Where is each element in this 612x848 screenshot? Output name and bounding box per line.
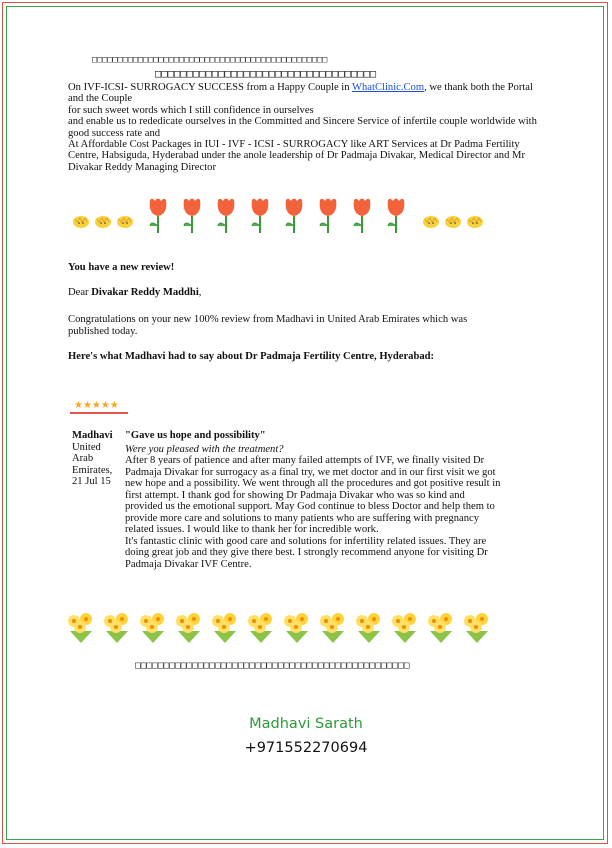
flower-bouquet-icon <box>388 609 422 645</box>
flower-bouquet-icon <box>208 609 242 645</box>
intro-line1-suffix: , we thank both the Portal and the Couple <box>68 82 533 105</box>
reviewer-name: Madhavi <box>72 430 113 441</box>
chick-icon <box>72 214 90 228</box>
heres-what-heading: Here's what Madhavi had to say about Dr Padmaja Fertility Centre, Hyderabad: <box>68 351 435 362</box>
greeting-prefix: Dear <box>68 287 92 298</box>
chick-icon <box>422 214 440 228</box>
reviewer-location-3: Emirates, <box>72 464 113 476</box>
rating-stars: ★★★★★ <box>74 400 119 411</box>
tulip-icon <box>146 196 170 234</box>
intro-line1-prefix: On IVF-ICSI- SURROGACY SUCCESS from a Happy Couple in <box>68 82 352 93</box>
chick-icon <box>466 214 484 228</box>
review-content <box>125 430 505 570</box>
reviewer-info <box>72 430 122 488</box>
intro-paragraph <box>68 82 538 173</box>
flower-bouquet-icon <box>136 609 170 645</box>
tulip-icon <box>282 196 306 234</box>
whatclinic-link[interactable]: WhatClinic.Com <box>352 82 425 93</box>
review-question: Were you pleased with the treatment? <box>125 443 284 455</box>
review-body-1: After 8 years of patience and after many failed attempts of IVF, we finally visited Dr Padmaja Divakar for surrogacy as a final try, we met doctor and in our first visit we got new hope and a possibility. We went through all the procedures and got positive result in first attempt. I thank god for showing Dr Padmaja Divakar who was so kind and provided us the emotional support. May God continue to bless Doctor and help them to provide more care and solutions to many patients who are suffering with pregnancy related issues. I would like to thank her for incredible work. <box>125 455 501 535</box>
flower-bouquet-icon <box>172 609 206 645</box>
new-review-heading: You have a new review! <box>68 262 175 273</box>
signature-name: Madhavi Sarath <box>249 716 363 732</box>
congratulations-text: Congratulations on your new 100% review from Madhavi in United Arab Emirates which was published today. <box>68 314 468 337</box>
intro-line3: and enable us to rededicate ourselves in the Committed and Sincere Service of infertile couple worldwide with good success rate and <box>68 116 537 139</box>
intro-line4: At Affordable Cost Packages in IUI - IVF - ICSI - SURROGACY like ART Services at Dr Padma Fertility Centre, Habsiguda, Hyderabad under the anole leadership of Dr Padmaja Divakar, Medical Director and Mr Divakar Reddy Managing Director <box>68 139 526 173</box>
intro-line2: for such sweet words which I still confidence in ourselves <box>68 104 314 116</box>
review-title: "Gave us hope and possibility" <box>125 430 266 441</box>
tulip-icon <box>316 196 340 234</box>
chick-icon <box>444 214 462 228</box>
chick-tulip-decoration-row <box>68 196 528 236</box>
review-date: 21 Jul 15 <box>72 476 111 487</box>
tulip-icon <box>350 196 374 234</box>
flower-bouquet-icon <box>100 609 134 645</box>
chick-icon <box>116 214 134 228</box>
tulip-icon <box>180 196 204 234</box>
signature-phone: +971552270694 <box>244 740 368 756</box>
greeting <box>68 287 538 299</box>
stars-underline <box>70 412 128 414</box>
chick-icon <box>94 214 112 228</box>
review-body-2: It's fantastic clinic with good care and solutions for infertility related issues. They are doing great job and they give there best. I strongly recommend anyone for visiting Dr Padmaja Divakar IVF Centre. <box>125 535 488 570</box>
flower-bouquet-icon <box>244 609 278 645</box>
tulip-icon <box>248 196 272 234</box>
flower-bouquet-icon <box>460 609 494 645</box>
flower-bouquet-icon <box>424 609 458 645</box>
tulip-icon <box>214 196 238 234</box>
flower-bouquet-icon <box>64 609 98 645</box>
reviewer-location-1: United <box>72 441 101 453</box>
flower-bouquet-icon <box>280 609 314 645</box>
flower-bouquet-icon <box>316 609 350 645</box>
box-glyph-row-second: □□□□□□□□□□□□□□□□□□□□□□□□□□□□□□□□□□□ <box>155 68 377 80</box>
flower-bouquet-icon <box>352 609 386 645</box>
greeting-suffix: , <box>198 287 202 298</box>
recipient-name: Divakar Reddy Maddhi <box>91 287 199 298</box>
box-glyph-row-top: □□□□□□□□□□□□□□□□□□□□□□□□□□□□□□□□□□□□□□□□□□□□□□ <box>92 55 328 65</box>
flower-bouquet-row <box>64 609 504 645</box>
reviewer-location-2: Arab <box>72 453 94 464</box>
tulip-icon <box>384 196 408 234</box>
box-glyph-row-bottom: □□□□□□□□□□□□□□□□□□□□□□□□□□□□□□□□□□□□□□□□□□□□□□□□ <box>135 660 410 671</box>
